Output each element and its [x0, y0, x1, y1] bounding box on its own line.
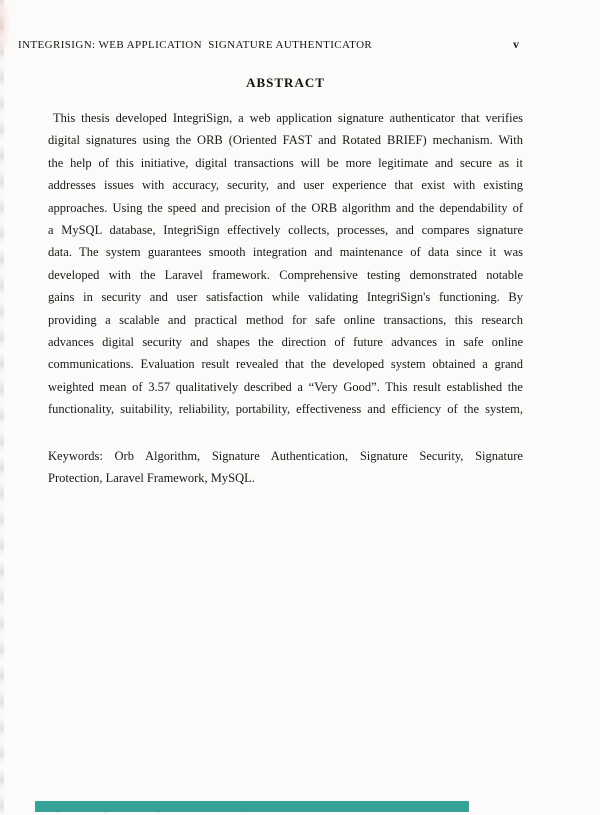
abstract-line: communications. Evaluation result revealed that the developed system obtained a grand — [48, 357, 523, 372]
abstract-paragraph — [48, 107, 523, 420]
abstract-line: advances digital security and shapes the direction of future advances in safe online — [48, 334, 523, 349]
keywords-line: Keywords: Orb Algorithm, Signature Authentication, Signature Security, Signature — [48, 449, 523, 463]
abstract-line: This thesis developed IntegriSign, a web application signature authenticator that verifies — [53, 111, 523, 125]
abstract-line: digital signatures using the ORB (Oriented FAST and Rotated BRIEF) mechanism. With — [48, 133, 523, 148]
abstract-line: functionality, suitability, reliability, portability, effectiveness and efficiency of the system, — [48, 402, 523, 417]
abstract-line: weighted mean of 3.57 qualitatively described a “Very Good”. This result established the — [48, 379, 523, 394]
abstract-line: gains in security and user satisfaction while validating IntegriSign's functioning. By — [48, 290, 523, 305]
running-header-title: INTEGRISIGN: WEB APPLICATION SIGNATURE AUTHENTICATOR — [18, 39, 373, 51]
page-number: v — [513, 37, 519, 51]
abstract-line: developed with the Laravel framework. Comprehensive testing demonstrated notable — [48, 267, 523, 282]
scan-artifact-teal-bar — [35, 801, 469, 812]
abstract-line: the help of this initiative, digital transactions will be more legitimate and secure as it — [48, 155, 523, 170]
scan-artifact-left-edge — [0, 0, 4, 815]
abstract-line: approaches. Using the speed and precision of the ORB algorithm and the dependability of — [48, 200, 523, 215]
abstract-line: data. The system guarantees smooth integration and maintenance of data since it was — [48, 245, 523, 260]
abstract-line: addresses issues with accuracy, security, and user experience that exist with existing — [48, 178, 523, 193]
keywords-block — [48, 445, 523, 490]
scan-artifact-top-left-smudge — [0, 0, 16, 70]
abstract-heading: ABSTRACT — [246, 75, 325, 90]
keywords-line: Protection, Laravel Framework, MySQL. — [48, 471, 255, 486]
abstract-line: providing a scalable and practical method for safe online transactions, this research — [48, 312, 523, 327]
abstract-line: a MySQL database, IntegriSign effectively collects, processes, and compares signature — [48, 222, 523, 237]
